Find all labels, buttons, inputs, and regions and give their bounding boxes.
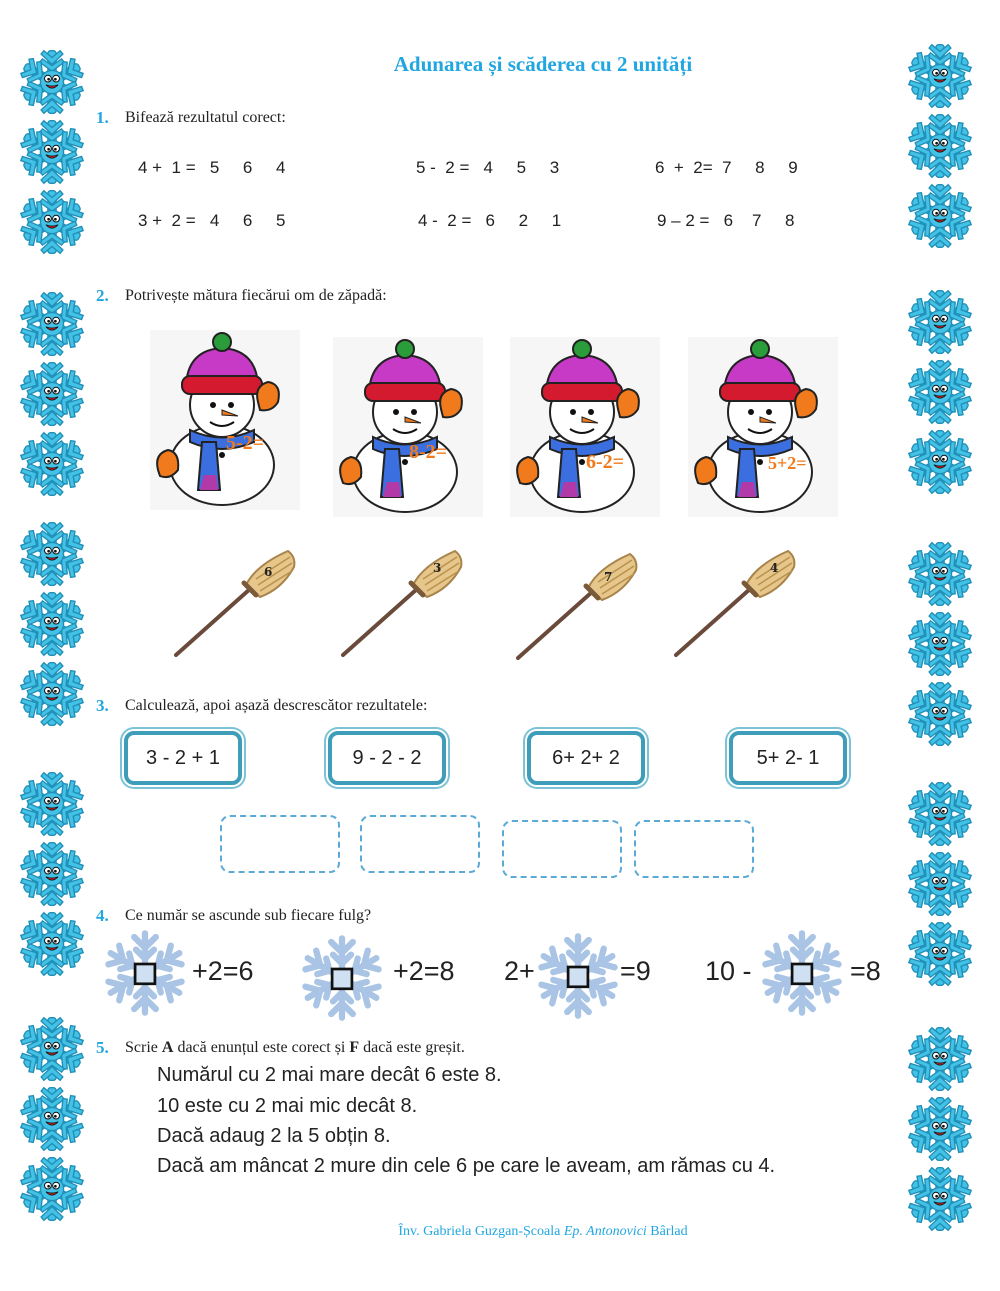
snowflake-face-icon <box>906 1165 974 1233</box>
exercise-1-3[interactable]: 6 + 2= 7 8 9 <box>655 158 798 177</box>
broom-4[interactable] <box>670 545 800 660</box>
snowflake-face-icon <box>18 840 86 908</box>
calc-box-4: 5+ 2- 1 <box>729 731 847 785</box>
answer-box-2[interactable] <box>360 815 480 873</box>
snowflake-face-icon <box>906 850 974 918</box>
statement-1[interactable]: Numărul cu 2 mai mare decât 6 este 8. <box>157 1064 502 1086</box>
statement-3[interactable]: Dacă adaug 2 la 5 obțin 8. <box>157 1125 391 1147</box>
snowman-image <box>688 337 838 517</box>
broom-number: 6 <box>264 565 273 579</box>
snowflake-face-icon <box>18 1015 86 1083</box>
snowflake-face-icon <box>18 430 86 498</box>
snowflake-face-icon <box>18 1085 86 1153</box>
broom-3[interactable] <box>512 548 642 663</box>
exercise-1-6[interactable]: 9 – 2 = 6 7 8 <box>657 211 795 230</box>
snowman-label: 8-2= <box>409 441 448 463</box>
snowman-label: 5-2= <box>226 432 265 454</box>
equation-4-suffix: =8 <box>850 956 881 986</box>
exercise-1-5[interactable]: 4 - 2 = 6 2 1 <box>418 211 562 230</box>
answer-box-3[interactable] <box>502 820 622 878</box>
snowflake-face-icon <box>18 590 86 658</box>
equation-3-prefix: 2+ <box>504 956 535 986</box>
broom-image <box>337 545 467 660</box>
snowflake-face-icon <box>906 358 974 426</box>
answer-box-1[interactable] <box>220 815 340 873</box>
snowflake-face-icon <box>906 1025 974 1093</box>
snowflake-hidden-number-1[interactable] <box>100 928 190 1018</box>
broom-number: 7 <box>604 570 613 584</box>
broom-image <box>670 545 800 660</box>
calc-box-3: 6+ 2+ 2 <box>527 731 645 785</box>
question-1-text: Bifează rezultatul corect: <box>125 109 286 126</box>
snowflake-face-icon <box>18 910 86 978</box>
equation-4-prefix: 10 - <box>705 956 752 986</box>
snowflake-face-icon <box>18 118 86 186</box>
letter-a: A <box>161 1039 174 1056</box>
snowflake-face-icon <box>906 540 974 608</box>
snowflake-face-icon <box>18 660 86 728</box>
equation-3-suffix: =9 <box>620 956 651 986</box>
snowflake-face-icon <box>906 780 974 848</box>
snowman-2[interactable] <box>333 337 483 517</box>
snowflake-face-icon <box>906 112 974 180</box>
broom-image <box>512 548 642 663</box>
snowman-3[interactable] <box>510 337 660 517</box>
exercise-1-1[interactable]: 4 + 1 = 5 6 4 <box>138 158 286 177</box>
snowflake-face-icon <box>906 680 974 748</box>
snowflake-face-icon <box>906 182 974 250</box>
question-4-number: 4. <box>96 906 109 925</box>
question-2-text: Potrivește mătura fiecărui om de zăpadă: <box>125 287 387 304</box>
snowman-image <box>333 337 483 517</box>
broom-number: 3 <box>433 561 442 575</box>
equation-2-part: +2=8 <box>393 956 455 986</box>
snowman-image <box>150 330 300 510</box>
snowman-label: 6-2= <box>586 451 625 473</box>
snowflake-face-icon <box>906 288 974 356</box>
snowflake-face-icon <box>906 920 974 988</box>
question-3-text: Calculează, apoi așază descrescător rezultatele: <box>125 697 428 714</box>
snowflake-hidden-number-2[interactable] <box>297 933 387 1023</box>
snowman-4[interactable] <box>688 337 838 517</box>
snowflake-face-icon <box>18 1155 86 1223</box>
equation-1-part: +2=6 <box>192 956 254 986</box>
snowflake-face-icon <box>906 428 974 496</box>
broom-image <box>170 545 300 660</box>
broom-2[interactable] <box>337 545 467 660</box>
snowflake-hidden-number-4[interactable] <box>757 928 847 1018</box>
question-2-number: 2. <box>96 286 109 305</box>
snowflake-face-icon <box>906 1095 974 1163</box>
snowflake-hidden-number-3[interactable] <box>533 931 623 1021</box>
snowflake-face-icon <box>18 520 86 588</box>
footer-credit: Înv. Gabriela Guzgan-Școala Ep. Antonovici Bârlad <box>398 1224 688 1239</box>
snowman-1[interactable] <box>150 330 300 510</box>
broom-1[interactable] <box>170 545 300 660</box>
exercise-1-2[interactable]: 5 - 2 = 4 5 3 <box>416 158 560 177</box>
snowflake-face-icon <box>18 188 86 256</box>
broom-number: 4 <box>770 561 779 575</box>
question-4-text: Ce număr se ascunde sub fiecare fulg? <box>125 907 372 924</box>
snowman-label: 5+2= <box>768 453 807 473</box>
snowman-image <box>510 337 660 517</box>
question-5-text: Scrie A dacă enunțul este corect și F dacă este greșit. <box>125 1039 465 1056</box>
letter-f: F <box>349 1039 360 1056</box>
exercise-1-4[interactable]: 3 + 2 = 4 6 5 <box>138 211 286 230</box>
snowflake-face-icon <box>18 770 86 838</box>
calc-box-1: 3 - 2 + 1 <box>124 731 242 785</box>
question-3-number: 3. <box>96 696 109 715</box>
calc-box-2: 9 - 2 - 2 <box>328 731 446 785</box>
statement-2[interactable]: 10 este cu 2 mai mic decât 8. <box>157 1095 418 1117</box>
statement-4[interactable]: Dacă am mâncat 2 mure din cele 6 pe care le aveam, am rămas cu 4. <box>157 1155 776 1177</box>
answer-box-4[interactable] <box>634 820 754 878</box>
snowflake-face-icon <box>18 290 86 358</box>
snowflake-face-icon <box>906 610 974 678</box>
question-5-number: 5. <box>96 1038 109 1057</box>
question-1-number: 1. <box>96 108 109 127</box>
snowflake-face-icon <box>18 360 86 428</box>
page-title: Adunarea și scăderea cu 2 unități <box>393 52 693 76</box>
